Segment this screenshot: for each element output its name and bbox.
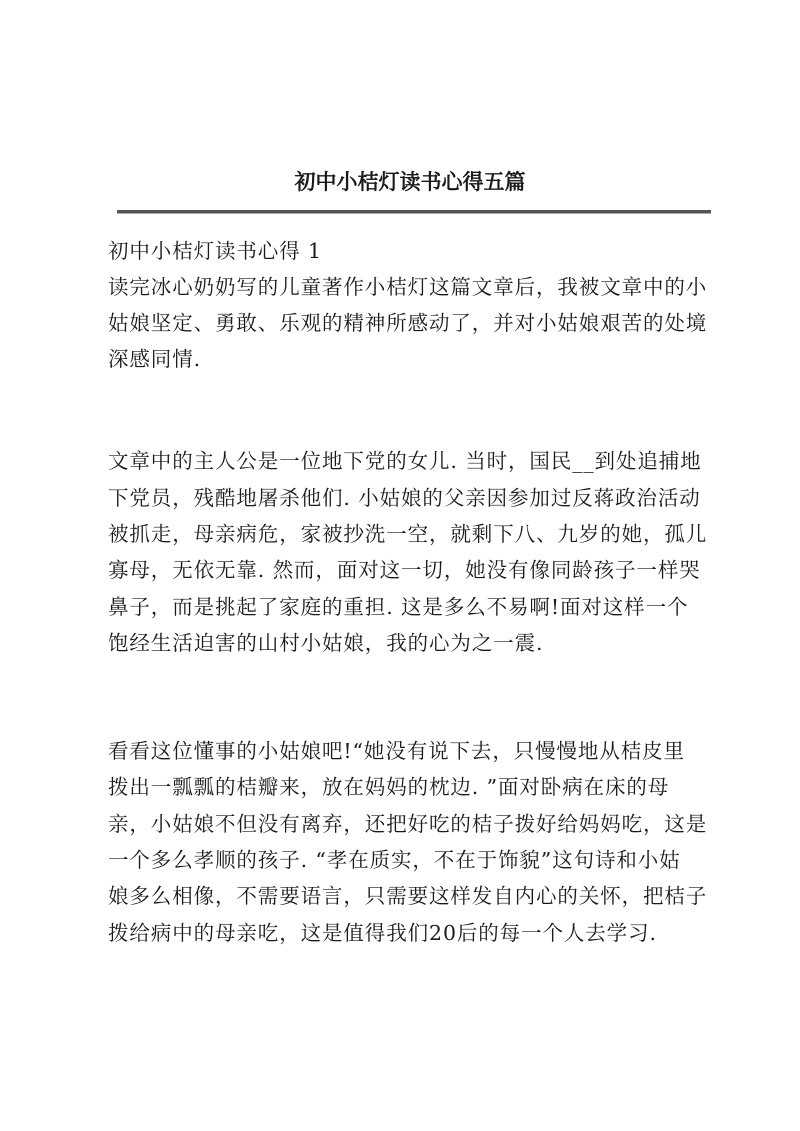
text-line: 寡母，无依无靠. 然而，面对这一切，她没有像同龄孩子一样哭 [108,558,701,582]
title-divider [117,210,711,214]
text-line: 读完冰心奶奶写的儿童著作小桔灯这篇文章后，我被文章中的小 [108,275,708,299]
text-line: 下党员，残酷地屠杀他们. 小姑娘的父亲因参加过反蒋政治活动 [108,486,701,510]
text-line: 一个多么孝顺的孩子. “孝在质实，不在于饰貌”这句诗和小姑 [108,848,681,872]
section-heading: 初中小桔灯读书心得 1 [108,239,322,263]
text-line: 娘多么相像，不需要语言，只需要这样发自内心的关怀，把桔子 [108,884,708,908]
text-line: 看看这位懂事的小姑娘吧!“她没有说下去，只慢慢地从桔皮里 [108,739,685,763]
text-line: 被抓走，母亲病危，家被抄洗一空，就剩下八、九岁的她，孤儿 [108,522,708,546]
text-line: 姑娘坚定、勇敢、乐观的精神所感动了，并对小姑娘艰苦的处境 [108,311,708,335]
text-line: 鼻子，而是挑起了家庭的重担. 这是多么不易啊!面对这样一个 [108,595,689,619]
text-line: 文章中的主人公是一位地下党的女儿. 当时，国民__到处追捕地 [108,449,702,473]
document-title: 初中小桔灯读书心得五篇 [294,169,526,194]
text-line: 饱经生活迫害的山村小姑娘，我的心为之一震. [108,631,544,655]
text-line: 深感同情. [108,347,202,371]
text-line: 拨出一瓢瓢的桔瓣来，放在妈妈的枕边. ”面对卧病在床的母 [108,775,670,799]
text-line: 拨给病中的母亲吃，这是值得我们20后的每一个人去学习. [108,921,657,945]
text-line: 亲，小姑娘不但没有离弃，还把好吃的桔子拨好给妈妈吃，这是 [108,812,708,836]
